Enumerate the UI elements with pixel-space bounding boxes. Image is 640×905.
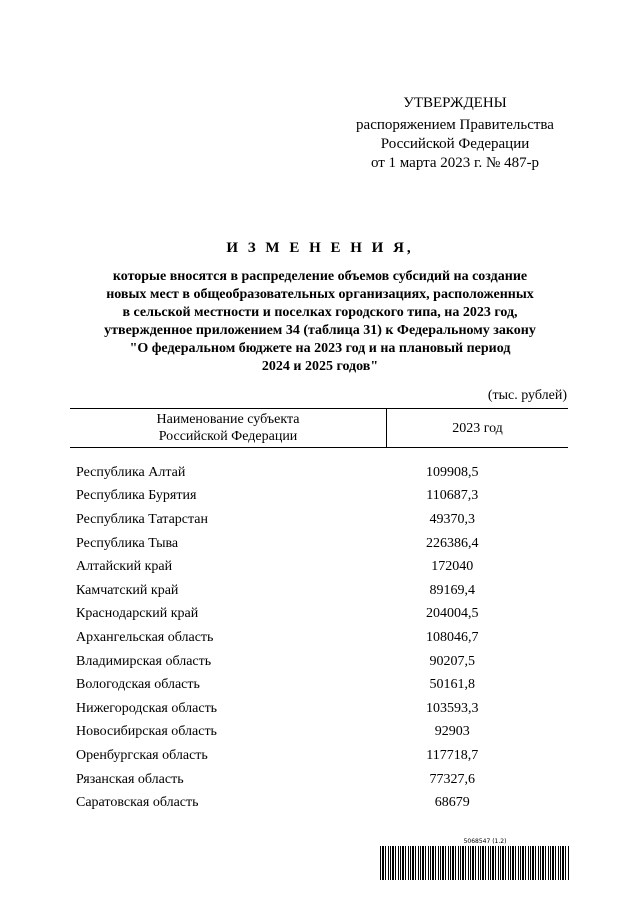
document-title: И З М Е Н Е Н И Я, <box>226 240 414 256</box>
table-header-row <box>70 409 568 448</box>
table-row <box>70 485 568 509</box>
barcode <box>380 838 570 888</box>
region-name: Рязанская область <box>76 771 184 787</box>
document-subtitle <box>70 268 570 376</box>
header-year: 2023 год <box>387 409 569 448</box>
region-name: Новосибирская область <box>76 724 217 740</box>
subsidy-value: 92903 <box>434 724 470 740</box>
region-name: Республика Алтай <box>76 464 186 480</box>
header-subject <box>70 409 387 448</box>
table-row <box>70 697 568 721</box>
table-row <box>70 461 568 485</box>
region-name: Оренбургская область <box>76 747 208 763</box>
table-row <box>70 721 568 745</box>
approval-heading: УТВЕРЖДЕНЫ <box>403 95 507 111</box>
region-name: Вологодская область <box>76 677 200 693</box>
table-spacer <box>70 448 568 462</box>
subsidy-value: 103593,3 <box>426 700 479 716</box>
table-row <box>70 579 568 603</box>
subsidy-value: 109908,5 <box>426 464 479 480</box>
approval-date: от 1 марта 2023 г. № 487-р <box>370 155 540 171</box>
approval-line: распоряжением Правительства <box>356 117 554 133</box>
header-subject-line: Наименование субъекта <box>156 412 300 427</box>
approval-block <box>340 94 570 173</box>
region-name: Архангельская область <box>76 629 214 645</box>
region-name: Владимирская область <box>76 653 212 669</box>
subsidy-table <box>70 408 568 815</box>
unit-label: (тыс. рублей) <box>487 388 567 403</box>
region-name: Саратовская область <box>76 795 199 811</box>
region-name: Камчатский край <box>76 582 179 598</box>
subtitle-line: новых мест в общеобразовательных организациях, расположенных <box>106 287 534 302</box>
region-name: Республика Тыва <box>76 535 179 551</box>
header-subject-line: Российской Федерации <box>158 429 298 444</box>
subsidy-value: 89169,4 <box>429 582 475 598</box>
approval-line: Российской Федерации <box>380 136 530 152</box>
table-row <box>70 768 568 792</box>
barcode-number: 5068547 (1.2) <box>463 838 507 845</box>
table-row <box>70 744 568 768</box>
region-name: Республика Татарстан <box>76 511 209 527</box>
subsidy-value: 49370,3 <box>429 511 475 527</box>
subsidy-value: 108046,7 <box>426 629 479 645</box>
table-body <box>70 448 568 815</box>
subsidy-value: 77327,6 <box>429 771 475 787</box>
subsidy-value: 204004,5 <box>426 606 479 622</box>
subtitle-line: в сельской местности и поселках городского типа, на 2023 год, <box>122 305 518 320</box>
subtitle-line: "О федеральном бюджете на 2023 год и на плановый период <box>129 341 511 356</box>
subtitle-line: 2024 и 2025 годов" <box>261 359 379 374</box>
region-name: Республика Бурятия <box>76 488 197 504</box>
table-row <box>70 650 568 674</box>
table-row <box>70 791 568 815</box>
table-row <box>70 532 568 556</box>
table-row <box>70 673 568 697</box>
subsidy-value: 117718,7 <box>426 747 479 763</box>
barcode-bars <box>380 846 570 880</box>
subsidy-value: 172040 <box>431 559 474 575</box>
subsidy-value: 110687,3 <box>426 488 479 504</box>
subsidy-value: 68679 <box>434 795 470 811</box>
region-name: Краснодарский край <box>76 606 199 622</box>
subtitle-line: которые вносятся в распределение объемов субсидий на создание <box>112 269 528 284</box>
table-row <box>70 626 568 650</box>
table-row <box>70 603 568 627</box>
region-name: Нижегородская область <box>76 700 218 716</box>
region-name: Алтайский край <box>76 559 173 575</box>
table-row <box>70 555 568 579</box>
subsidy-value: 226386,4 <box>426 535 479 551</box>
subsidy-value: 90207,5 <box>429 653 475 669</box>
subtitle-line: утвержденное приложением 34 (таблица 31) к Федеральному закону <box>104 323 536 338</box>
subsidy-value: 50161,8 <box>429 677 475 693</box>
table-row <box>70 508 568 532</box>
